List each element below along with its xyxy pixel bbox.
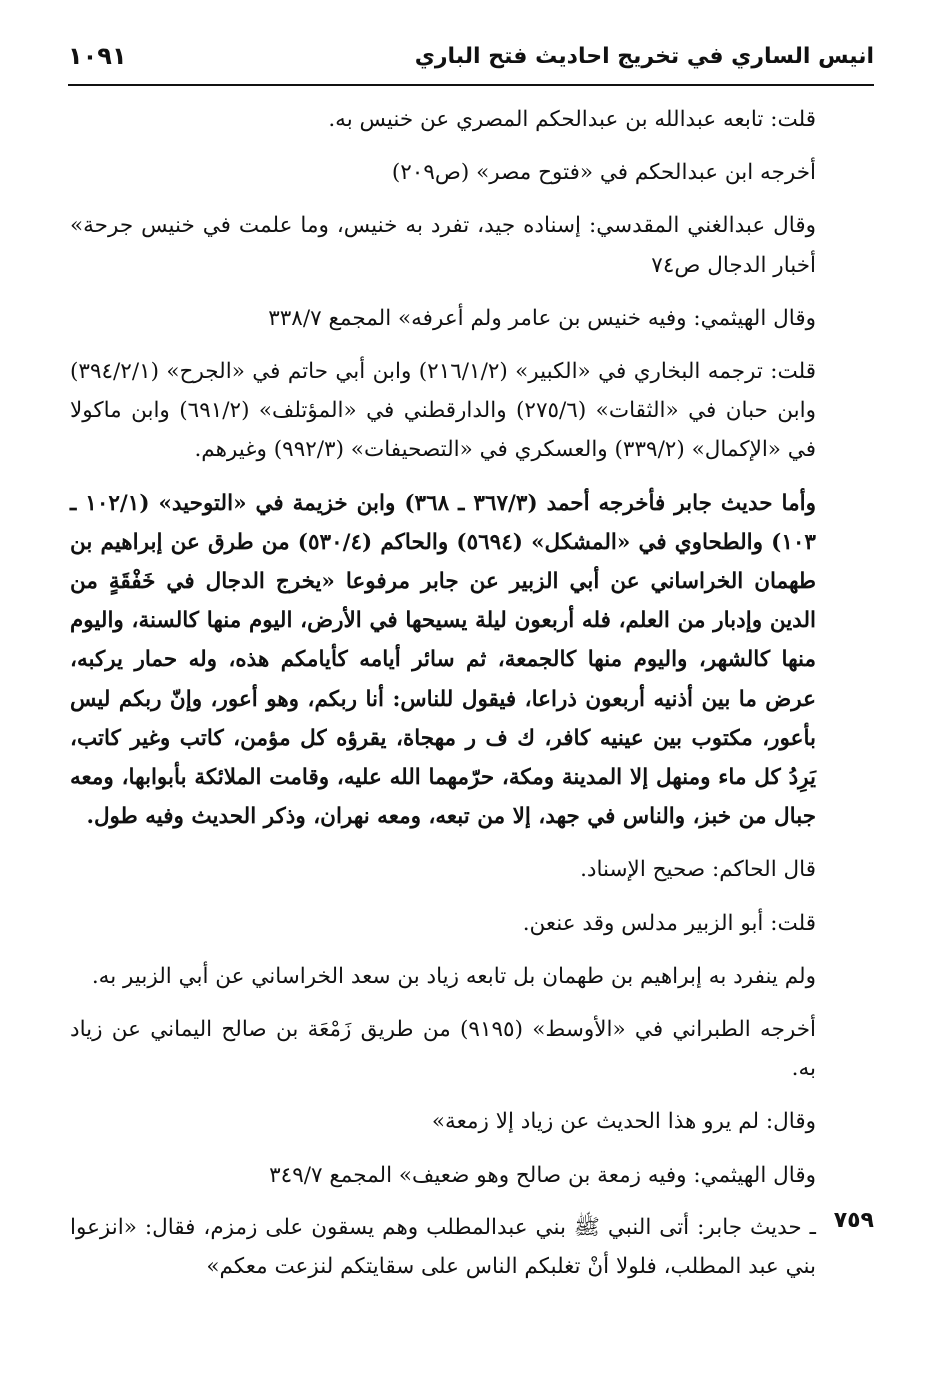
paragraph-6: وأما حديث جابر فأخرجه أحمد (٣٦٧/٣ ـ ٣٦٨) وابن خزيمة في «التوحيد» (١٠٢/١ ـ ١٠٣) والطحاوي في «المشكل» (٥٦٩٤) والحاكم (٥٣٠/٤) من طرق عن إبراهيم بن طهمان الخراساني عن أبي الزبير عن جابر مرفوعا «يخرج الدجال في خَفْقَةٍ من الدين وإدبار من العلم، فله أربعون ليلة يسيحها في الأرض، اليوم منها كالسنة، واليوم منها كالشهر، واليوم منها كالجمعة، ثم سائر أيامه كأيامكم هذه، وله حمار يركبه، عرض ما بين أذنيه أربعون ذراعا، فيقول للناس: أنا ربكم، وهو أعور، وإنّ ربكم ليس بأعور، مكتوب بين عينيه كافر، ك ف ر مهجاة، يقرؤه كل مؤمن، كاتب وغير كاتب، يَرِدُ كل ماء ومنهل إلا المدينة ومكة، حرّمهما الله عليه، وقامت الملائكة بأبوابها، ومعه جبال من خبز، والناس في جهد، إلا من تبعه، ومعه نهران، وذكر الحديث وفيه طول. [70,490,816,830]
running-title: انيس الساري في تخريج احاديث فتح الباري [414,44,874,69]
hadith-text: ـ حديث جابر: أتى النبي ﷺ بني عبدالمطلب وهم يسقون على زمزم، فقال: «انزعوا بني عبد المطلب، فلولا أنْ تغلبكم الناس على سقايتكم لنزعت معكم» [70,1214,816,1280]
paragraph-1: قلت: تابعه عبدالله بن عبدالحكم المصري عن خنيس به. [328,107,816,132]
paragraph-10: أخرجه الطبراني في «الأوسط» (٩١٩٥) من طريق زَمْعَة بن صالح اليماني عن زياد به. [70,1017,816,1082]
hadith-number: ٧٥٩ [833,1207,874,1233]
hadith-item [70,1208,874,1286]
paragraph-7: قال الحاكم: صحيح الإسناد. [580,857,816,883]
paragraph-2: أخرجه ابن عبدالحكم في «فتوح مصر» (ص٢٠٩) [391,160,816,186]
paragraph-8: قلت: أبو الزبير مدلس وقد عنعن. [522,910,816,936]
page-number: ١٠٩١ [68,42,127,70]
paragraph-11: وقال: لم يرو هذا الحديث عن زياد إلا زمعة» [431,1109,816,1135]
paragraph-3: وقال عبدالغني المقدسي: إسناده جيد، تفرد به خنيس، وما علمت في خنيس جرحة» أخبار الدجال ص٧٤ [70,213,816,278]
page-header [68,40,874,86]
paragraph-9: ولم ينفرد به إبراهيم بن طهمان بل تابعه زياد بن سعد الخراساني عن أبي الزبير به. [91,963,816,989]
paragraph-4: وقال الهيثمي: وفيه خنيس بن عامر ولم أعرفه» المجمع ٣٣٨/٧ [268,305,816,331]
paragraph-12: وقال الهيثمي: وفيه زمعة بن صالح وهو ضعيف» المجمع ٣٤٩/٧ [269,1162,816,1188]
paragraph-5: قلت: ترجمه البخاري في «الكبير» (٢١٦/١/٢) وابن أبي حاتم في «الجرح» (٣٩٤/٢/١) وابن حبان في «الثقات» (٢٧٥/٦) والدارقطني في «المؤتلف» (٦٩١/٢) وابن ماكولا في «الإكمال» (٣٣٩/٢) والعسكري في «التصحيفات» (٩٩٢/٣) وغيرهم. [70,359,816,463]
page-body [70,100,874,1286]
